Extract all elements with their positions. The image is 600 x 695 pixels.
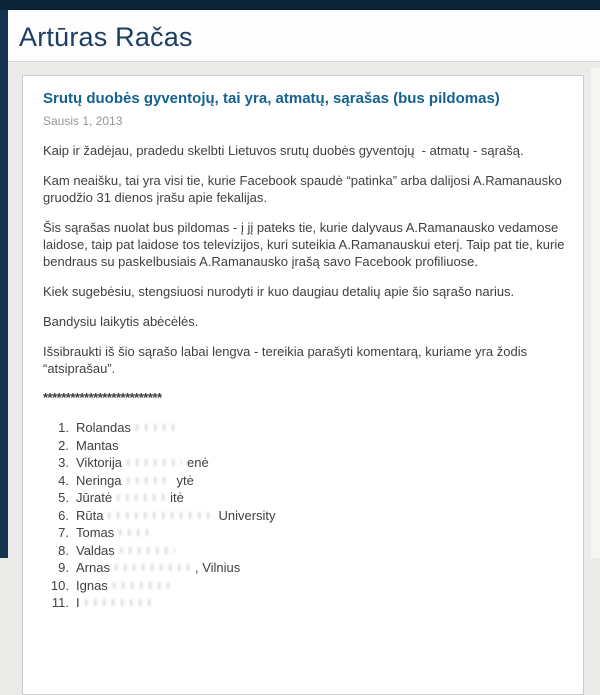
- list-item: [43, 542, 567, 560]
- list-item: [43, 577, 567, 595]
- list-item-suffix: enė: [187, 455, 209, 470]
- list-item-number: 1.: [58, 420, 69, 435]
- post-paragraph: Kam neaišku, tai yra visi tie, kurie Facebook spaudė “patinka” arba dalijosi A.Ramanausko gruodžio 31 dienos įrašu apie fekalijas.: [43, 173, 562, 205]
- post-paragraph: Kiek sugebėsiu, stengsiuosi nurodyti ir kuo daugiau detalių apie šio sąrašo narius.: [43, 284, 515, 299]
- list-item-number: 5.: [58, 490, 69, 505]
- redacted-surname: [119, 529, 149, 536]
- list-item: [43, 472, 567, 490]
- list-item: [43, 489, 567, 507]
- post-paragraph: Bandysiu laikytis abėcėlės.: [43, 314, 199, 329]
- separator-line: **************************: [43, 390, 162, 405]
- list-item: [43, 524, 567, 542]
- list-item-name: Tomas: [76, 525, 115, 540]
- list-item-number: 2.: [58, 437, 69, 453]
- site-header: [8, 10, 600, 62]
- post-paragraph: Kaip ir žadėjau, pradedu skelbti Lietuvos srutų duobės gyventojų - atmatų - sąrašą.: [43, 143, 524, 158]
- list-item-number: 3.: [58, 455, 69, 470]
- list-item: [43, 419, 567, 437]
- list-item: [43, 559, 567, 577]
- redacted-surname: [117, 494, 165, 501]
- right-column-edge: [591, 68, 600, 558]
- list-item-number: 4.: [58, 472, 69, 488]
- post-paragraph: Išsibraukti iš šio sąrašo labai lengva - tereikia parašyti komentarą, kuriame yra žodis “atsiprašau”.: [43, 344, 528, 376]
- list-item: [43, 437, 567, 455]
- post-body: [43, 142, 567, 377]
- list-item-number: 6.: [58, 507, 69, 523]
- redacted-surname: [108, 512, 213, 519]
- list-item-number: 9.: [58, 560, 69, 575]
- redacted-surname: [113, 582, 173, 589]
- redacted-surname: [136, 424, 176, 431]
- list-item-suffix: itė: [170, 490, 184, 505]
- list-item-suffix: , Vilnius: [194, 560, 241, 575]
- list-item-name: Arnas: [76, 560, 110, 575]
- list-item-name: Ignas: [76, 577, 108, 593]
- post-title[interactable]: Srutų duobės gyventojų, tai yra, atmatų, sąrašas (bus pildomas): [43, 90, 500, 107]
- list-item-name: Valdas: [76, 542, 115, 558]
- site-title[interactable]: Artūras Račas: [19, 22, 193, 52]
- list-item-name: Neringa: [76, 472, 122, 488]
- blacklist: [43, 419, 567, 612]
- list-item: [43, 454, 567, 472]
- post-date: Sausis 1, 2013: [43, 114, 123, 128]
- list-item-suffix: ytė: [176, 472, 194, 488]
- post-paragraph: Šis sąrašas nuolat bus pildomas - į jį pateks tie, kurie dalyvaus A.Ramanausko vedamose laidose, taip pat laidose tos televizijos, kuri suteikia A.Ramanauskui eterį. Taip pat tie, kurie bendraus su paskelbusiais A.Ramanausko įrašą savo Facebook profiliuose.: [43, 220, 565, 269]
- list-item-number: 8.: [58, 542, 69, 558]
- redacted-surname: [127, 477, 172, 484]
- list-item-name: Viktorija: [76, 455, 123, 470]
- list-item-number: 11.: [51, 595, 69, 610]
- list-item-name: I: [76, 595, 80, 610]
- list-item: [43, 594, 567, 612]
- list-item-name: Mantas: [76, 437, 119, 453]
- redacted-surname: [120, 547, 175, 554]
- redacted-surname: [127, 459, 182, 466]
- left-accent-stripe: [0, 0, 8, 558]
- list-item-name: Rūta: [76, 507, 104, 523]
- post-card: [22, 75, 584, 695]
- list-item-number: 10.: [50, 577, 69, 593]
- list-item-name: Jūratė: [76, 490, 113, 505]
- redacted-surname: [115, 564, 190, 571]
- list-item-name: Rolandas: [76, 420, 131, 435]
- list-item: [43, 507, 567, 525]
- list-item-number: 7.: [58, 525, 69, 540]
- top-accent-bar: [0, 0, 600, 10]
- redacted-surname: [85, 599, 155, 606]
- list-item-suffix: University: [218, 507, 276, 523]
